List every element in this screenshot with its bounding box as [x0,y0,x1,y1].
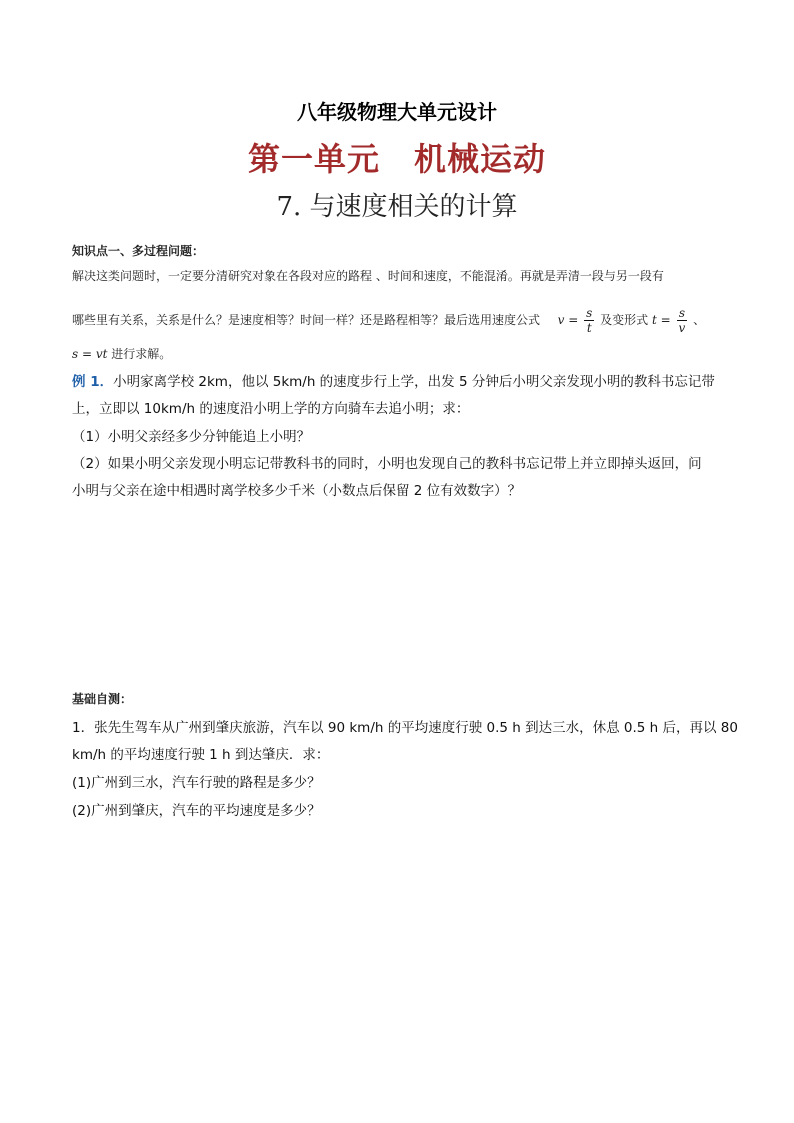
formula-speed-lhs: v = [557,313,579,327]
unit-number: 第一单元 [247,140,380,178]
unit-name: 机械运动 [414,140,547,178]
knowledge-line-3-text: 进行求解。 [111,347,172,361]
basic-test-heading: 基础自测： [72,692,133,706]
knowledge-line-1: 解决这类问题时，一定要分清研究对象在各段对应的路程 、时间和速度，不能混淆。再就是弄清一段与另一段有 [72,269,664,283]
formula-time-lhs: t = [652,313,671,327]
problem-1-question-1: (1)广州到三水，汽车行驶的路程是多少？ [72,775,321,791]
knowledge-line-2-text: 哪些里有关系，关系是什么？是速度相等？时间一样？还是路程相等？最后选用速度公式 [72,313,541,327]
example-question-2: （2）如果小明父亲发现小明忘记带教科书的同时，小明也发现自己的教科书忘记带上并立即掉头返回，问 [72,456,702,472]
knowledge-line-3 [72,345,171,362]
knowledge-line-2 [72,306,705,335]
formula-speed-fraction [584,306,594,335]
example-question-1: （1）小明父亲经多少分钟能追上小明？ [72,429,311,445]
formula-speed-denominator: t [586,321,592,335]
unit-title [0,134,794,180]
problem-1-line-2: km/h 的平均速度行驶 1 h 到达肇庆．求： [72,747,330,763]
example-line-2: 上，立即以 10km/h 的速度沿小明上学的方向骑车去追小明；求： [72,401,470,417]
formula-separator: 、 [693,313,706,327]
problem-1-line-1: 1．张先生驾车从广州到肇庆旅游，汽车以 90 km/h 的平均速度行驶 0.5 h 到达三水，休息 0.5 h 后，再以 80 [72,720,738,736]
example-line-1 [72,370,715,390]
example-label: 例 1． [72,374,114,390]
knowledge-heading: 知识点一、多过程问题： [72,244,205,258]
formula-time-numerator: s [677,306,688,321]
problem-1-question-2: (2)广州到肇庆，汽车的平均速度是多少？ [72,803,321,819]
formula-time-denominator: v [678,321,686,335]
formula-distance: s = vt [72,347,108,361]
document-title: 八年级物理大单元设计 [297,100,497,124]
example-question-2-cont: 小明与父亲在途中相遇时离学校多少千米（小数点后保留 2 位有效数字）？ [72,483,522,499]
formula-speed-numerator: s [586,306,593,320]
example-line-1-text: 小明家离学校 2km，他以 5km/h 的速度步行上学，出发 5 分钟后小明父亲发现小明的教科书忘记带 [113,374,715,390]
formula-variant-text: 及变形式 [600,313,649,327]
formula-time-fraction [677,306,688,335]
lesson-title: 7. 与速度相关的计算 [276,192,518,222]
